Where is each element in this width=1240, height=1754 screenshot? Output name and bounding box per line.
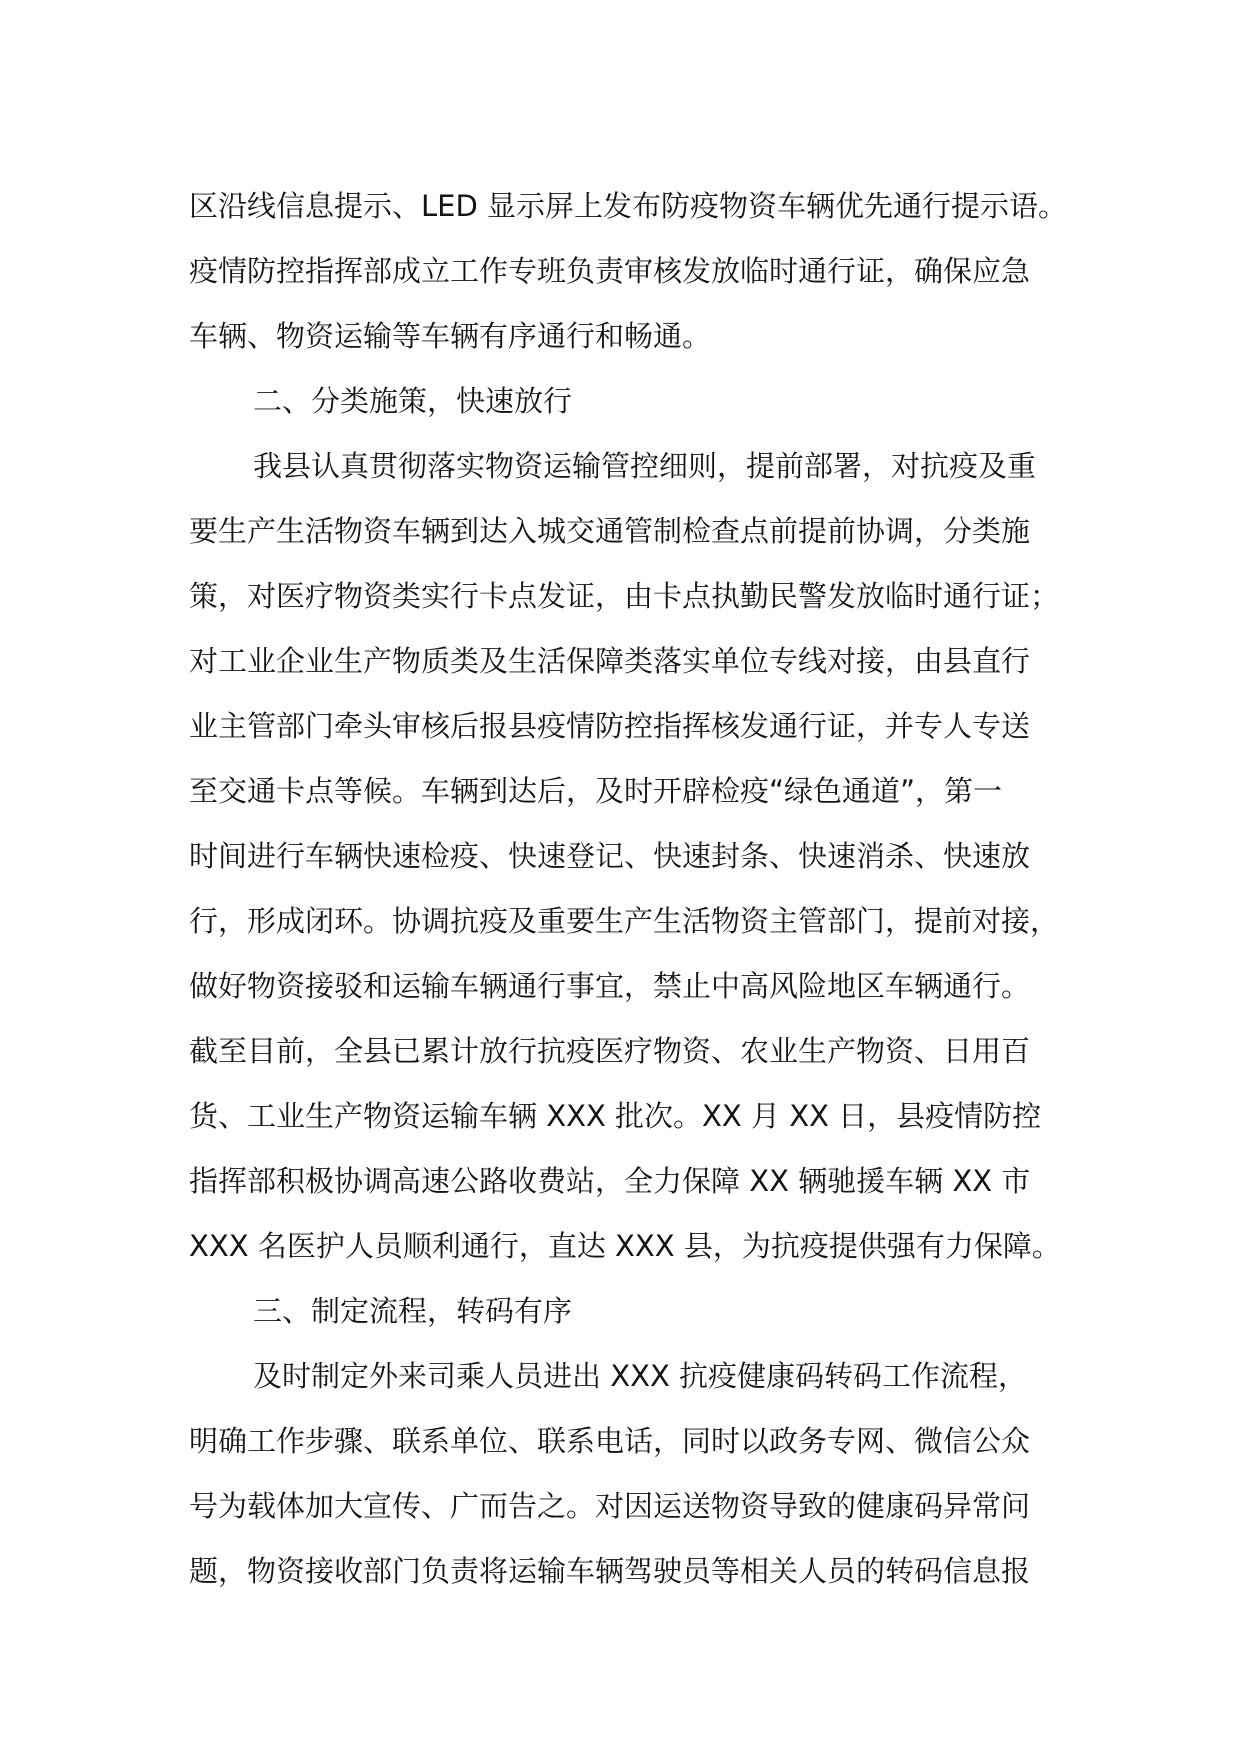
text-line: 号为载体加大宣传、广而告之。对因运送物资导致的健康码异常问 bbox=[189, 1489, 1031, 1523]
section-heading: 三、制定流程，转码有序 bbox=[253, 1294, 573, 1328]
text-line: 业主管部门牵头审核后报县疫情防控指挥核发通行证，并专人专送 bbox=[189, 709, 1031, 743]
text-line: 截至目前，全县已累计放行抗疫医疗物资、农业生产物资、日用百 bbox=[189, 1034, 1031, 1068]
text-line: 疫情防控指挥部成立工作专班负责审核发放临时通行证，确保应急 bbox=[189, 254, 1031, 288]
text-line: XXX 名医护人员顺利通行，直达 XXX 县，为抗疫提供强有力保障。 bbox=[189, 1229, 1061, 1263]
text-line: 题，物资接收部门负责将运输车辆驾驶员等相关人员的转码信息报 bbox=[189, 1554, 1031, 1588]
document-body bbox=[189, 174, 1069, 1604]
text-line: 策，对医疗物资类实行卡点发证，由卡点执勤民警发放临时通行证； bbox=[189, 579, 1060, 613]
paragraph-first-line: 我县认真贯彻落实物资运输管控细则，提前部署，对抗疫及重 bbox=[253, 449, 1037, 483]
text-line: 货、工业生产物资运输车辆 XXX 批次。XX 月 XX 日，县疫情防控 bbox=[189, 1099, 1042, 1133]
text-line: 区沿线信息提示、LED 显示屏上发布防疫物资车辆优先通行提示语。 bbox=[189, 189, 1068, 223]
text-line: 车辆、物资运输等车辆有序通行和畅通。 bbox=[189, 319, 712, 353]
text-line: 指挥部积极协调高速公路收费站，全力保障 XX 辆驰援车辆 XX 市 bbox=[189, 1164, 1031, 1198]
text-line: 至交通卡点等候。车辆到达后，及时开辟检疫“绿色通道”，第一 bbox=[189, 774, 1003, 808]
text-line: 行，形成闭环。协调抗疫及重要生产生活物资主管部门，提前对接， bbox=[189, 904, 1060, 938]
text-line: 时间进行车辆快速检疫、快速登记、快速封条、快速消杀、快速放 bbox=[189, 839, 1031, 873]
paragraph-first-line: 及时制定外来司乘人员进出 XXX 抗疫健康码转码工作流程， bbox=[253, 1359, 1028, 1393]
text-line: 对工业企业生产物质类及生活保障类落实单位专线对接，由县直行 bbox=[189, 644, 1031, 678]
text-line: 要生产生活物资车辆到达入城交通管制检查点前提前协调，分类施 bbox=[189, 514, 1031, 548]
section-heading: 二、分类施策，快速放行 bbox=[253, 384, 573, 418]
text-line: 明确工作步骤、联系单位、联系电话，同时以政务专网、微信公众 bbox=[189, 1424, 1031, 1458]
text-line: 做好物资接驳和运输车辆通行事宜，禁止中高风险地区车辆通行。 bbox=[189, 969, 1031, 1003]
